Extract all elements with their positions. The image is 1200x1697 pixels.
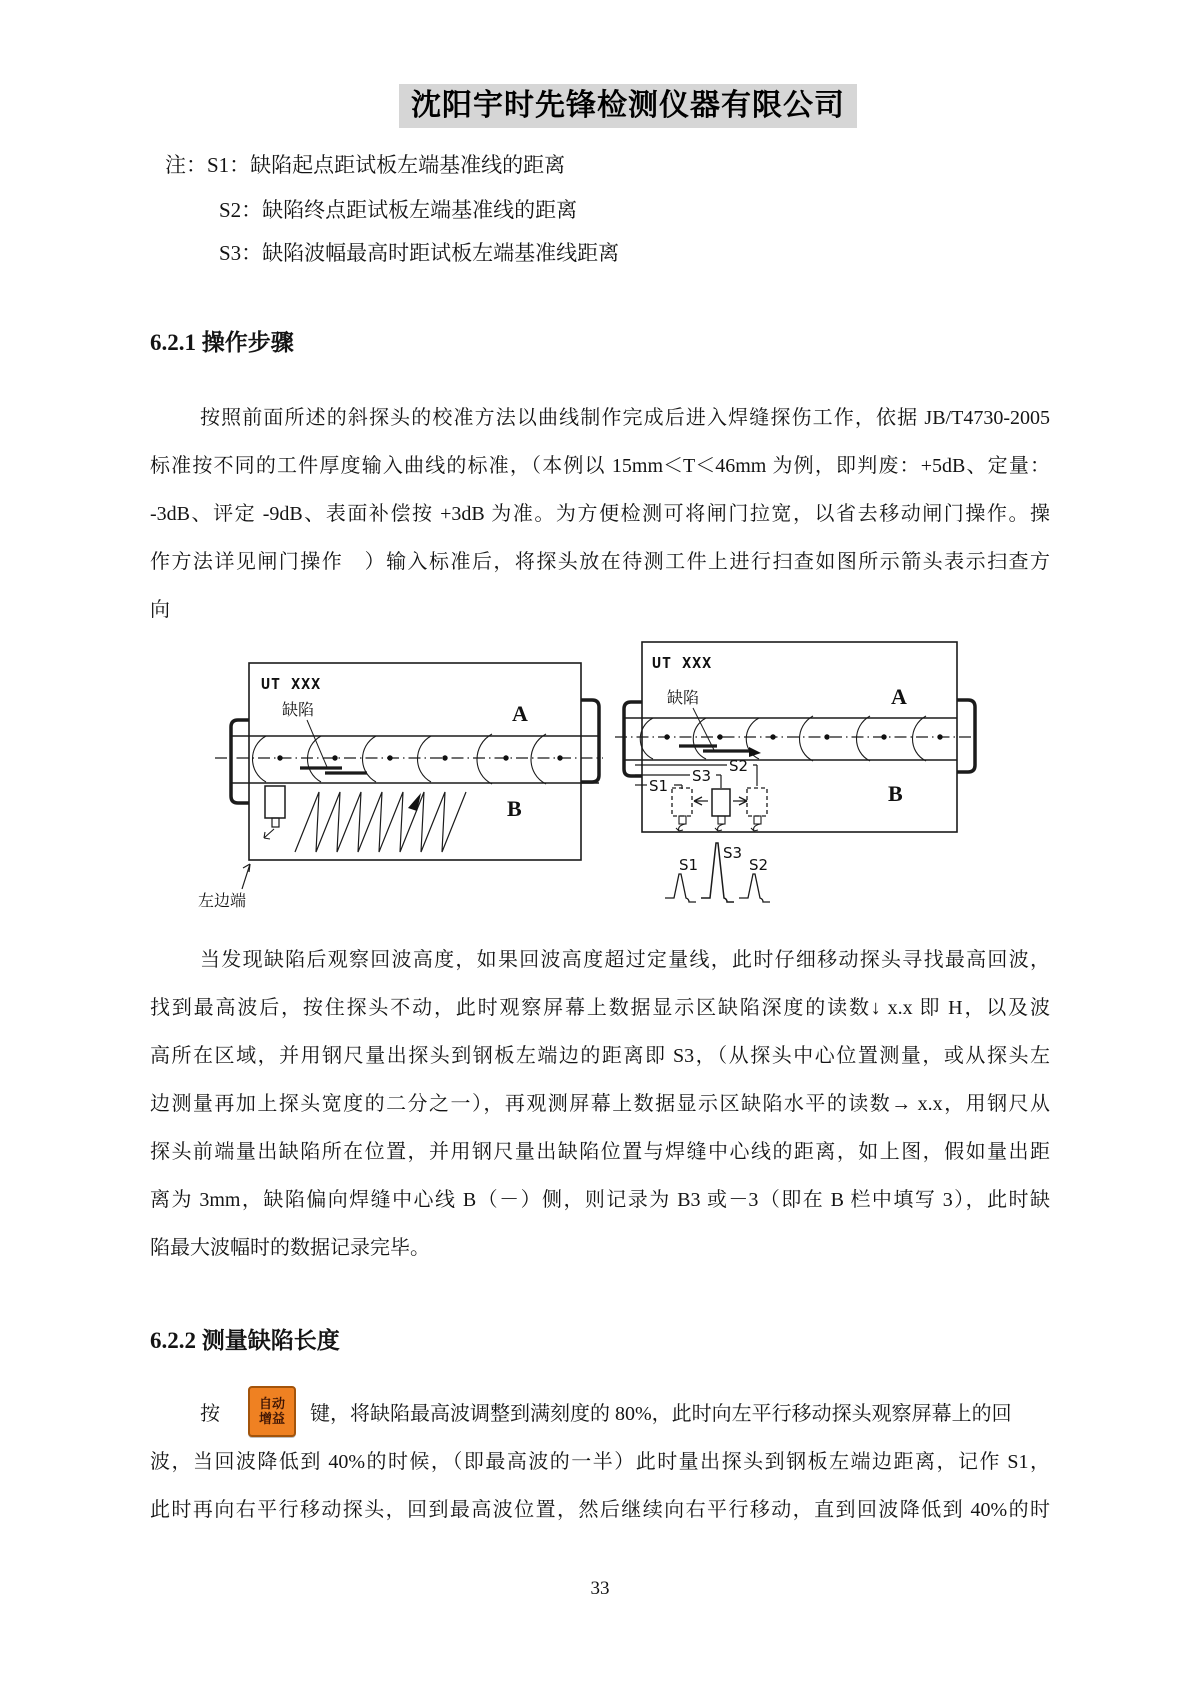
diagram-left-scan: [195, 590, 605, 920]
side-a-label: A: [891, 684, 907, 709]
scan-direction-arrow: [408, 793, 421, 811]
defect-label: 缺陷: [667, 690, 700, 707]
text-line: 此时再向右平行移动探头，回到最高波位置，然后继续向右平行移动，直到回波降低到 40%的时: [150, 1499, 1050, 1521]
defect-leader-line: [693, 708, 714, 750]
zigzag-scan-path: [295, 792, 466, 852]
dimension-lines: [635, 757, 757, 795]
probe-positions: [672, 788, 767, 831]
wave-s3-label: S3: [723, 844, 743, 862]
text-line: 探头前端量出缺陷所在位置，并用钢尺量出缺陷位置与焊缝中心线的距离，如上图，假如量出距: [150, 1141, 1050, 1163]
line-prefix: 按: [200, 1402, 220, 1425]
probe: [265, 786, 285, 818]
diagram-right-measure: [595, 590, 1000, 925]
note-s1: 注：S1：缺陷起点距试板左端基准线的距离: [165, 153, 566, 177]
text-line: 波，当回波降低到 40%的时候，（即最高波的一半）此时量出探头到钢板左端边距离，记作 S1，: [150, 1451, 1050, 1473]
auto-gain-key-icon: [248, 1386, 296, 1437]
note-s2: S2：缺陷终点距试板左端基准线的距离: [219, 198, 578, 222]
left-edge-label: 左边端: [198, 893, 247, 910]
side-b-label: B: [888, 781, 903, 806]
move-left-arrow: [694, 797, 708, 805]
text-line: 找到最高波后，按住探头不动，此时观察屏幕上数据显示区缺陷深度的读数↓ x.x 即 H，以及波: [150, 997, 1050, 1019]
defect-mark: [679, 746, 749, 751]
defect-label: 缺陷: [282, 702, 315, 719]
line-suffix: 键，将缺陷最高波调整到满刻度的 80%，此时向左平行移动探头观察屏幕上的回: [310, 1402, 1012, 1425]
text-line: 作方法详见闸门操作 ）输入标准后，将探头放在待测工件上进行扫查如图所示箭头表示扫查方: [150, 551, 1050, 573]
heading-6-2-1: 6.2.1 操作步骤: [150, 330, 294, 355]
defect-arrowhead: [749, 747, 761, 757]
heading-6-2-2: 6.2.2 测量缺陷长度: [150, 1328, 340, 1353]
text-line: 按照前面所述的斜探头的校准方法以曲线制作完成后进入焊缝探伤工作，依据 JB/T4730-2005: [200, 407, 1050, 429]
right-clamp-shape: [957, 700, 975, 772]
page-number: 33: [590, 1578, 610, 1599]
side-b-label: B: [507, 796, 522, 821]
probe-cable: [264, 829, 274, 839]
side-a-label: A: [512, 701, 528, 726]
wave-s2-label: S2: [749, 856, 769, 874]
para-length-first-line: [150, 1382, 1050, 1440]
move-right-arrow: [733, 797, 747, 805]
beam-arcs: [253, 734, 547, 784]
text-line: 边测量再加上探头宽度的二分之一），再观测屏幕上数据显示区缺陷水平的读数→ x.x，用钢尺从: [150, 1093, 1050, 1115]
text-line: 离为 3mm，缺陷偏向焊缝中心线 B（－）侧，则记录为 B3 或－3（即在 B 栏中填写 3），此时缺: [150, 1189, 1050, 1211]
text-line: -3dB、评定 -9dB、表面补偿按 +3dB 为准。为方便检测可将闸门拉宽，以省去移动闸门操作。操: [150, 503, 1050, 525]
text-line: 高所在区域，并用钢尺量出探头到钢板左端边的距离即 S3，（从探头中心位置测量，或从探头左: [150, 1045, 1050, 1067]
text-line: 当发现缺陷后观察回波高度，如果回波高度超过定量线，此时仔细移动探头寻找最高回波，: [200, 949, 1050, 971]
echo-waveforms: [665, 843, 770, 902]
note-s3: S3：缺陷波幅最高时距试板左端基准线距离: [219, 241, 620, 265]
page-title: 沈阳宇时先锋检测仪器有限公司: [399, 84, 857, 128]
wave-s1-label: S1: [679, 856, 699, 874]
dim-s1-label: S1: [649, 777, 669, 795]
defect-leader-line: [307, 720, 327, 767]
instrument-label: UT XXX: [652, 654, 713, 672]
instrument-label: UT XXX: [261, 675, 322, 693]
auto-gain-key-line1: 自动: [258, 1396, 285, 1411]
dim-s3-label: S3: [692, 767, 712, 785]
left-clamp-shape: [231, 720, 249, 803]
text-line: 向: [150, 599, 170, 621]
probe-shoe: [272, 818, 279, 827]
dim-s2-label: S2: [729, 757, 749, 775]
text-line: 标准按不同的工件厚度输入曲线的标准，（本例以 15mm＜T＜46mm 为例，即判废：+5dB、定量：: [150, 455, 1050, 477]
para-defect-record: [150, 936, 1050, 1272]
text-line: 陷最大波幅时的数据记录完毕。: [150, 1237, 430, 1259]
left-edge-arrowhead: [243, 864, 250, 872]
auto-gain-key-line2: 增益: [258, 1411, 285, 1426]
para-length-rest: [150, 1438, 1050, 1534]
